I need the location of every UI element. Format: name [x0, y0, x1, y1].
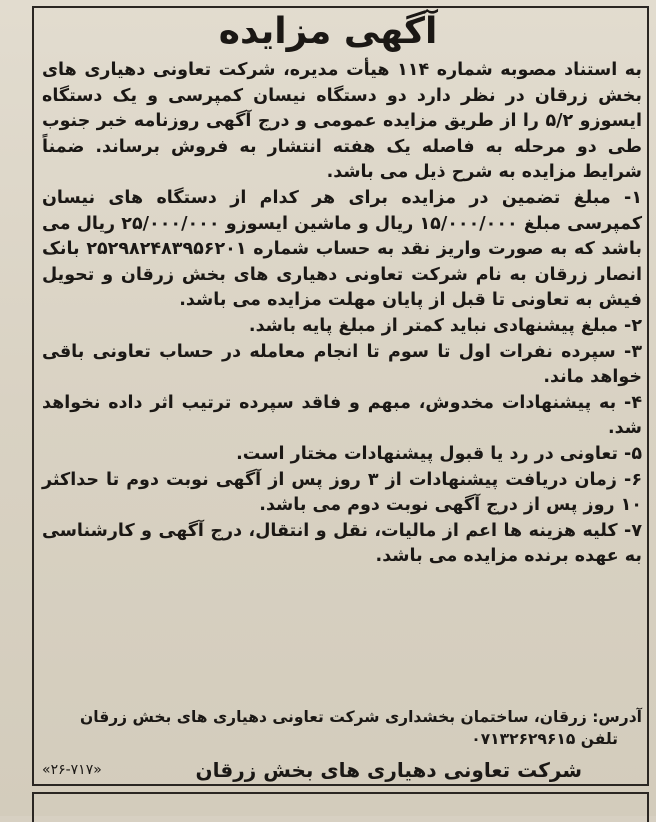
- notice-code: «۲۶-۷۱۷»: [42, 762, 102, 778]
- condition-item: ۵- تعاونی در رد یا قبول پیشنهادات مختار است.: [236, 443, 642, 464]
- phone-line: تلفن ۰۷۱۳۲۶۲۹۶۱۵: [471, 730, 618, 748]
- notice-title: آگهی مزایده: [218, 11, 438, 52]
- signature-row: [42, 756, 642, 786]
- notice-body: [42, 58, 642, 570]
- address-line: آدرس: زرقان، ساختمان بخشداری شرکت تعاونی دهیاری های بخش زرقان: [80, 708, 642, 726]
- contact-block: [42, 706, 642, 750]
- condition-item: ۶- زمان دریافت پیشنهادات از ۳ روز پس از آگهی نوبت دوم تا حداکثر ۱۰ روز پس از درج آگهی نوبت دوم می باشد.: [42, 469, 642, 516]
- organization-signature: شرکت تعاونی دهیاری های بخش زرقان: [195, 758, 582, 782]
- condition-item: ۴- به پیشنهادات مخدوش، مبهم و فاقد سپرده ترتیب اثر داده نخواهد شد.: [42, 392, 642, 439]
- notice-intro: به استناد مصوبه شماره ۱۱۴ هیأت مدیره، شرکت تعاونی دهیاری های بخش زرقان در نظر دارد دو دستگاه نیسان کمپرسی و یک دستگاه ایسوزو ۵/۲ را از طریق مزایده عمومی و درج آگهی روزنامه خبر جنوب طی دو مرحله به فاصله یک هفته انتشار به فروش برساند. ضمناً شرایط مزایده به شرح ذیل می باشد.: [42, 60, 642, 183]
- condition-item: ۲- مبلغ پیشنهادی نباید کمتر از مبلغ پایه باشد.: [248, 315, 642, 336]
- condition-item: ۱- مبلغ تضمین در مزایده برای هر کدام از دستگاه های نیسان کمپرسی مبلغ ۱۵/۰۰۰/۰۰۰ ریال و ماشین ایسوزو ۲۵/۰۰۰/۰۰۰ ریال می باشد که به صورت واریز نقد به حساب شماره ۲۵۲۹۸۲۴۸۳۹۵۶۲۰۱ بانک انصار زرقان به نام شرکت تعاونی دهیاری های بخش زرقان و تحویل فیش به تعاونی تا قبل از پایان مهلت مزایده می باشد.: [42, 187, 642, 311]
- condition-item: ۷- کلیه هزینه ها اعم از مالیات، نقل و انتقال، درج آگهی و کارشناسی به عهده برنده مزایده می باشد.: [42, 520, 642, 567]
- condition-item: ۳- سپرده نفرات اول تا سوم تا انجام معامله در حساب تعاونی باقی خواهد ماند.: [42, 341, 642, 388]
- next-notice-frame: [32, 792, 649, 822]
